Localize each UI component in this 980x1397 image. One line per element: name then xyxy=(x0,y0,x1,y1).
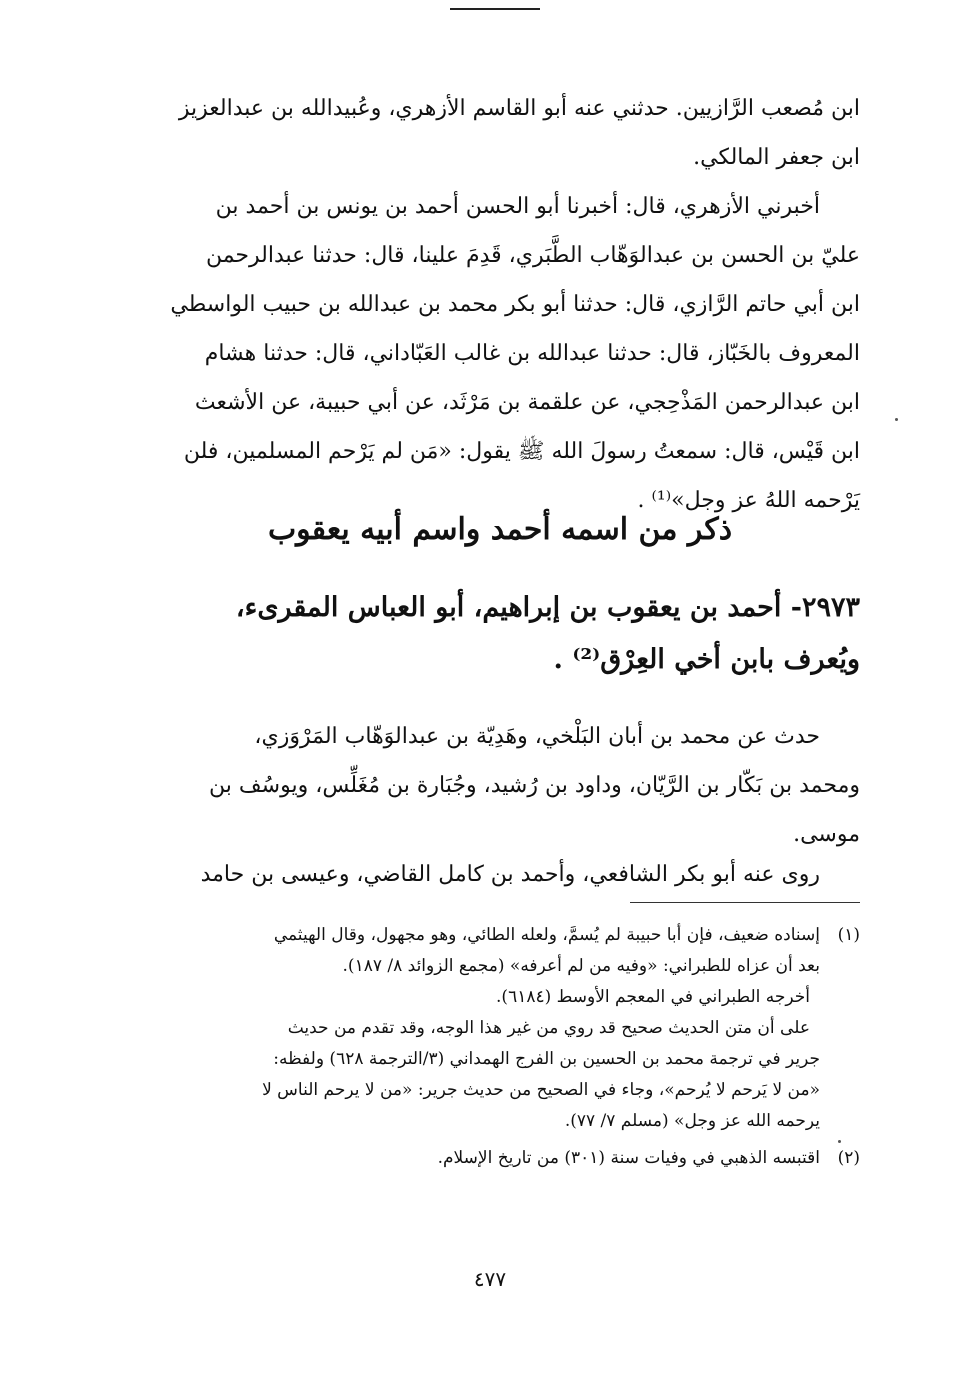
footnote-number: (٢) xyxy=(837,1148,860,1168)
text-line: أخبرني الأزهري، قال: أخبرنا أبو الحسن أحمد بن يونس بن أحمد بن xyxy=(215,194,820,219)
page-number: ٤٧٧ xyxy=(473,1267,507,1291)
footnote-separator xyxy=(630,902,860,903)
text-line: المعروف بالخَبّاز، قال: حدثنا عبدالله بن غالب العَبّاداني، قال: حدثنا هشام xyxy=(204,341,860,366)
footnote-line: بعد أن عزاه للطبراني: «وفيه من لم أعرفه» (مجمع الزوائد ٨/ ١٨٧). xyxy=(342,956,820,976)
footnote-line: اقتبسه الذهبي في وفيات سنة (٣٠١) من تاريخ الإسلام. xyxy=(437,1148,820,1168)
isnad-paragraph xyxy=(140,182,860,525)
text-line: ابن عبدالرحمن المَذْحِجي، عن علقمة بن مَرْثَد، عن أبي حبيبة، عن الأشعث xyxy=(194,390,860,415)
entry-title-line: ويُعرف بابن أخي العِرْق⁽²⁾ . xyxy=(553,644,860,675)
footnotes xyxy=(140,920,860,1174)
entry-title-line: ٢٩٧٣- أحمد بن يعقوب بن إبراهيم، أبو العباس المقرىء، xyxy=(235,592,860,623)
text-line: ابن مُصعب الرَّازيين. حدثني عنه أبو القاسم الأزهري، وعُبيدالله بن عبدالعزيز xyxy=(178,96,860,121)
top-rule xyxy=(450,8,540,10)
margin-dot xyxy=(895,418,898,421)
footnote-line: على أن متن الحديث صحيح قد روي من غير هذا الوجه، وقد تقدم من حديث xyxy=(287,1018,810,1038)
entry-paragraph xyxy=(140,712,860,859)
footnote-number: (١) xyxy=(837,925,860,945)
footnote-body xyxy=(140,1143,820,1174)
text-line: ومحمد بن بَكّار بن الرَّيّان، وداود بن رُشيد، وجُبَارة بن مُغَلِّس، ويوسُف بن xyxy=(209,773,860,798)
footnote-line: أخرجه الطبراني في المعجم الأوسط (٦١٨٤). xyxy=(496,987,810,1007)
text-line: موسى. xyxy=(793,822,860,847)
narrators-paragraph xyxy=(140,850,860,899)
footnote-line: يرحمه الله عز وجل» (مسلم ٧/ ٧٧). xyxy=(564,1111,820,1131)
footnote-1 xyxy=(140,920,860,1137)
text-line: ابن أبي حاتم الرَّازي، قال: حدثنا أبو بكر محمد بن عبدالله بن حبيب الواسطي xyxy=(170,292,860,317)
footnote-line: «من لا يَرحم لا يُرحم»، وجاء في الصحيح من حديث جرير: «من لا يرحم الناس لا xyxy=(262,1080,820,1100)
opening-paragraph xyxy=(140,84,860,182)
text-line: روى عنه أبو بكر الشافعي، وأحمد بن كامل القاضي، وعيسى بن حامد xyxy=(200,862,820,887)
footnote-2 xyxy=(140,1143,860,1174)
text-line: يَرْحمه اللهُ عز وجل»⁽¹⁾ . xyxy=(637,488,860,513)
footnote-line: إسناده ضعيف، فإن أبا حبيبة لم يُسمَّ، ولعله الطائي، وهو مجهول، وقال الهيثمي xyxy=(273,925,820,945)
text-line: ابن قَيْس، قال: سمعتُ رسولَ الله ﷺ يقول: «مَن لم يَرْحم المسلمين، فلن xyxy=(183,439,860,464)
text-line: عليّ بن الحسن بن عبدالوَهّاب الطَّبَري، قَدِمَ علينا، قال: حدثنا عبدالرحمن xyxy=(205,243,860,268)
text-line: حدث عن محمد بن أبان البَلْخي، وهَدِيّة بن عبدالوَهّاب المَرْوَزي، xyxy=(254,724,820,749)
footnote-line: جرير في ترجمة محمد بن الحسين بن الفرج الهمداني (٣/الترجمة ٦٢٨) ولفظه: xyxy=(273,1049,820,1069)
footnote-body xyxy=(140,920,820,1137)
section-heading: ذكر من اسمه أحمد واسم أبيه يعقوب xyxy=(267,512,733,547)
text-line: ابن جعفر المالكي. xyxy=(693,145,860,170)
entry-title xyxy=(140,582,860,686)
